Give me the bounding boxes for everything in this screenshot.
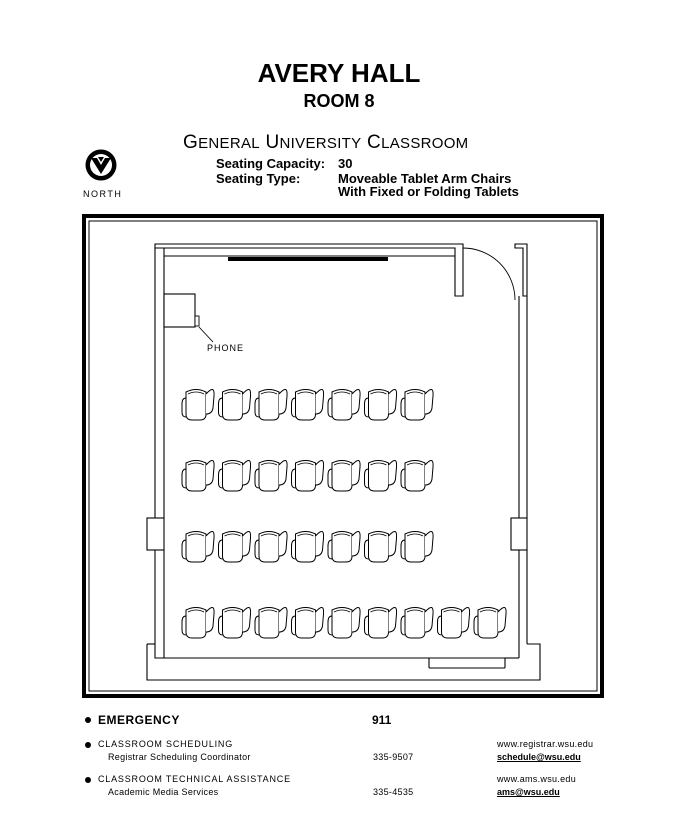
- whiteboard: [228, 257, 388, 261]
- heading-word-2-rest: NIVERSITY: [279, 135, 362, 152]
- instructor-desk: [164, 294, 195, 327]
- scheduling-contact: Registrar Scheduling Coordinator: [108, 752, 251, 762]
- scheduling-phone: 335-9507: [373, 752, 414, 762]
- heading-word-1-rest: ENERAL: [198, 135, 260, 152]
- chair: [328, 531, 360, 562]
- chair: [365, 389, 397, 420]
- chair: [474, 607, 506, 638]
- seating-type-line-2: With Fixed or Folding Tablets: [338, 184, 519, 199]
- chair: [328, 460, 360, 491]
- heading-word-2-cap: U: [265, 132, 280, 153]
- classroom-type-heading: [183, 132, 468, 154]
- bullet: [85, 777, 91, 783]
- chair: [182, 607, 214, 638]
- chair: [292, 460, 324, 491]
- chair: [401, 460, 433, 491]
- seating-type-label: Seating Type:: [216, 171, 301, 186]
- bullet: [85, 717, 91, 723]
- chair: [401, 389, 433, 420]
- room-title: ROOM 8: [303, 91, 375, 111]
- floor-plan: [82, 214, 604, 698]
- chair: [292, 389, 324, 420]
- heading-word-3-rest: LASSROOM: [381, 135, 469, 152]
- phone-label: PHONE: [207, 343, 245, 353]
- building-title: AVERY HALL: [257, 58, 421, 88]
- chair: [219, 531, 251, 562]
- scheduling-website[interactable]: www.registrar.wsu.edu: [497, 739, 594, 749]
- capacity-label: Seating Capacity:: [216, 156, 326, 171]
- north-arrow-icon: [84, 148, 118, 182]
- bullet: [85, 742, 91, 748]
- technical-website[interactable]: www.ams.wsu.edu: [497, 774, 577, 784]
- chair: [182, 460, 214, 491]
- emergency-label: EMERGENCY: [98, 713, 180, 727]
- phone-leader-line: [199, 327, 213, 342]
- chair: [219, 607, 251, 638]
- chair: [219, 389, 251, 420]
- chair: [219, 460, 251, 491]
- chair: [328, 607, 360, 638]
- chair: [255, 607, 287, 638]
- technical-phone: 335-4535: [373, 787, 414, 797]
- chair: [255, 460, 287, 491]
- scheduling-email-link[interactable]: schedule@wsu.edu: [497, 752, 581, 762]
- chair: [292, 531, 324, 562]
- technical-heading: CLASSROOM TECHNICAL ASSISTANCE: [98, 774, 291, 784]
- chair: [365, 460, 397, 491]
- scheduling-heading: CLASSROOM SCHEDULING: [98, 739, 234, 749]
- technical-email-link[interactable]: ams@wsu.edu: [497, 787, 560, 797]
- phone-icon: [195, 316, 199, 326]
- heading-word-1-cap: G: [183, 132, 199, 153]
- chair: [182, 389, 214, 420]
- chair: [255, 531, 287, 562]
- chairs-group: [182, 389, 506, 638]
- emergency-number: 911: [372, 713, 392, 727]
- chair: [365, 607, 397, 638]
- capacity-value: 30: [338, 156, 353, 171]
- chair: [401, 531, 433, 562]
- chair: [328, 389, 360, 420]
- north-label: NORTH: [83, 189, 123, 199]
- chair: [182, 531, 214, 562]
- chair: [255, 389, 287, 420]
- chair: [438, 607, 470, 638]
- chair: [365, 531, 397, 562]
- technical-contact: Academic Media Services: [108, 787, 219, 797]
- seating-type-line-1: Moveable Tablet Arm Chairs: [338, 171, 512, 186]
- chair: [292, 607, 324, 638]
- heading-word-3-cap: C: [367, 132, 382, 153]
- chair: [401, 607, 433, 638]
